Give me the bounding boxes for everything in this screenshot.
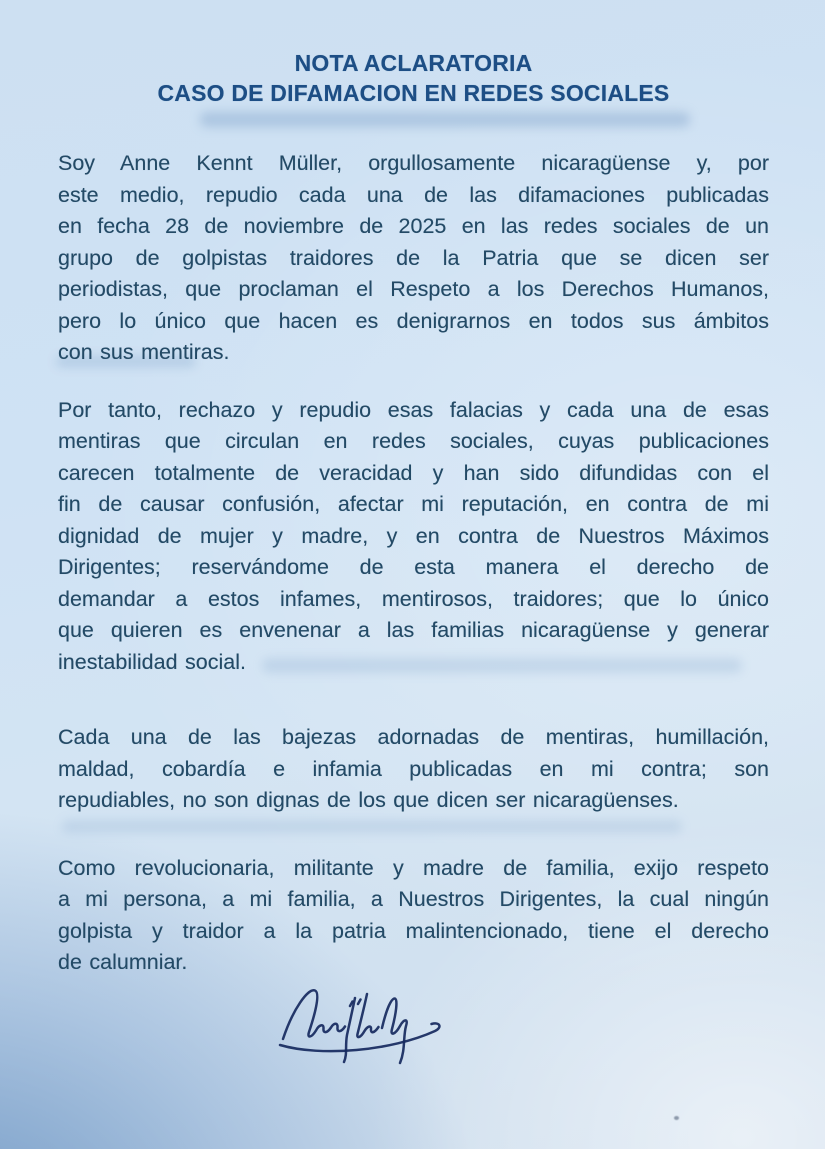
text-line: Por tanto, rechazo y repudio esas falacias y cada una de esas (58, 397, 769, 422)
paragraph-1 (58, 148, 769, 369)
dust-speck (674, 1116, 679, 1120)
text-line: maldad, cobardía e infamia publicadas en mi contra; son (58, 756, 769, 781)
text-line: fin de causar confusión, afectar mi reputación, en contra de mi (58, 492, 769, 516)
handwritten-signature-icon (276, 980, 448, 1070)
text-line: inestabilidad social. (58, 649, 246, 674)
text-line: dignidad de mujer y madre, y en contra de Nuestros Máximos (58, 523, 769, 548)
letter-content (58, 48, 769, 1005)
text-line: que quieren es envenenar a las familias nicaragüense y generar (58, 618, 769, 642)
text-line: Cada una de las bajezas adornadas de mentiras, humillación, (58, 725, 769, 749)
text-line: repudiables, no son dignas de los que dicen ser nicaragüenses. (58, 788, 679, 812)
title-line-2: CASO DE DIFAMACION EN REDES SOCIALES (157, 80, 670, 106)
text-line: a mi persona, a mi familia, a Nuestros Dirigentes, la cual ningún (58, 887, 769, 911)
text-line: golpista y traidor a la patria malintencionado, tiene el derecho (58, 918, 769, 943)
text-line: con sus mentiras. (58, 340, 230, 364)
text-line: periodistas, que proclaman el Respeto a los Derechos Humanos, (58, 277, 769, 301)
text-line: mentiras que circulan en redes sociales, cuyas publicaciones (58, 429, 769, 453)
text-line: carecen totalmente de veracidad y han sido difundidas con el (58, 460, 769, 485)
text-line: Dirigentes; reservándome de esta manera el derecho de (58, 555, 769, 579)
paragraph-2 (58, 395, 769, 679)
text-line: este medio, repudio cada una de las difamaciones publicadas (58, 182, 769, 207)
text-line: en fecha 28 de noviembre de 2025 en las redes sociales de un (58, 214, 769, 238)
paragraph-3 (58, 722, 769, 817)
text-line: grupo de golpistas traidores de la Patria que se dicen ser (58, 245, 769, 270)
title-line-1: NOTA ACLARATORIA (294, 50, 533, 76)
text-line: pero lo único que hacen es denigrarnos en todos sus ámbitos (58, 308, 769, 333)
document-title (58, 48, 769, 108)
text-line: demandar a estos infames, mentirosos, traidores; que lo único (58, 586, 769, 611)
text-line: Soy Anne Kennt Müller, orgullosamente nicaragüense y, por (58, 151, 769, 175)
paragraph-4 (58, 853, 769, 979)
text-line: Como revolucionaria, militante y madre de familia, exijo respeto (58, 855, 769, 880)
text-line: de calumniar. (58, 950, 188, 974)
